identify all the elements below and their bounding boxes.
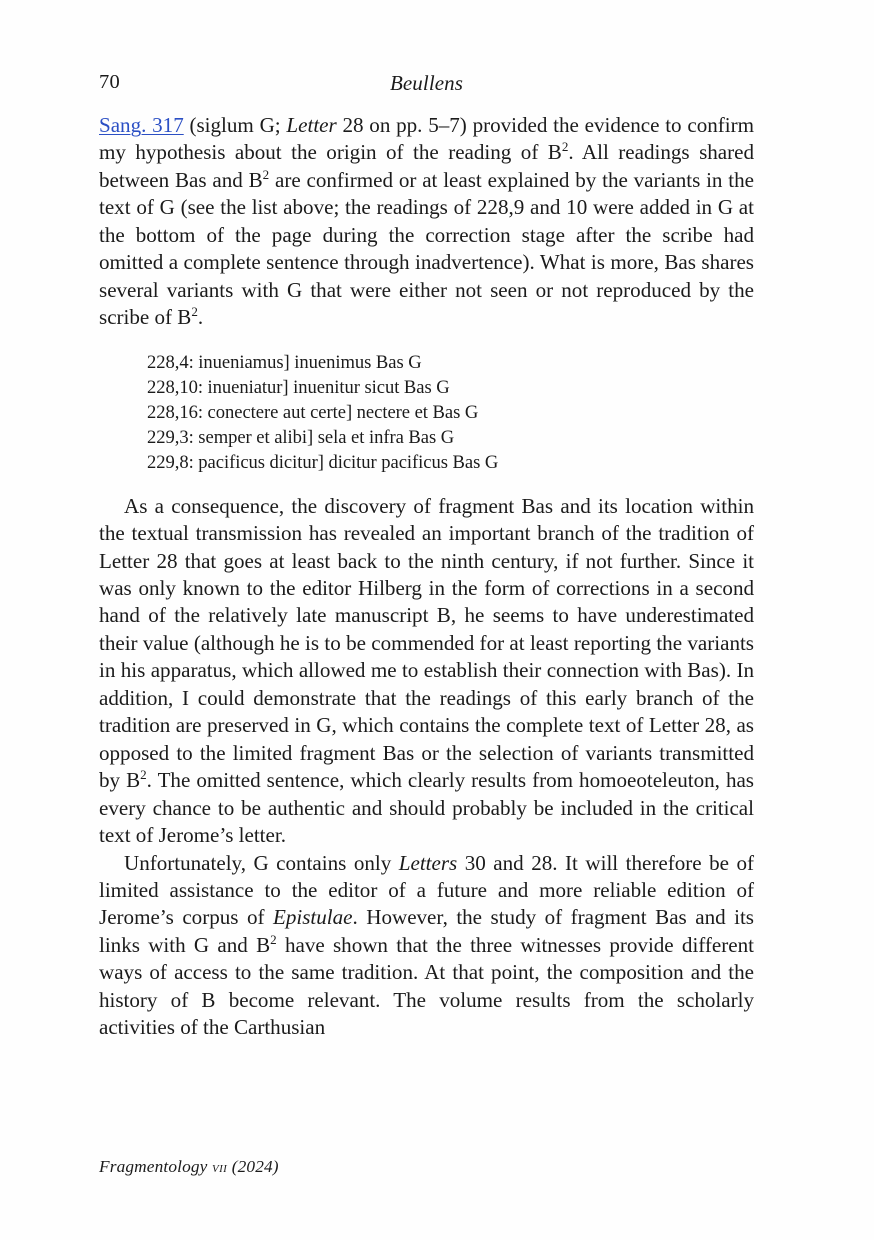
p2-segment-b: . The omitted sentence, which clearly results from homoeoteleuton, has every chance to be authentic and should probably be included in the critical text of Jerome’s letter. [99, 768, 754, 848]
p1-segment-d: are confirmed or at least explained by the variants in the text of G (see the list above; the readings of 228,9 and 10 were added in G at the bottom of the page during the correction stage after the scribe had omitted a complete sentence through inadvertence). What is more, Bas shares several variants with G that were either not seen or not reproduced by the scribe of B [99, 167, 754, 330]
list-item: 228,16: conectere aut certe] nectere et Bas G [147, 402, 479, 424]
paragraph-1 [99, 112, 754, 332]
p1-segment-c: . All readings shared between Bas and B [99, 140, 754, 192]
list-item: 228,4: inueniamus] inuenimus Bas G [147, 351, 422, 373]
p1-segment-a: (siglum G; [183, 113, 287, 137]
p3-italic-letters: Letters [398, 850, 458, 875]
list-item: 229,3: semper et alibi] sela et infra Bas G [147, 427, 455, 449]
paragraph-3 [99, 850, 754, 1042]
variant-readings-list [147, 350, 754, 476]
p1-superscript-a: 2 [561, 139, 569, 155]
p1-italic-letter: Letter [286, 113, 337, 137]
list-item: 229,8: pacificus dicitur] dicitur pacificus Bas G [147, 452, 499, 474]
p3-segment-d: have shown that the three witnesses provide different ways of access to the same tradition. At that point, the composition and the history of B become relevant. The volume results from the scholarly activities of the Carthusian [99, 932, 754, 1040]
footer-volume: vii [211, 1159, 228, 1176]
p1-superscript-c: 2 [191, 304, 198, 320]
running-head [99, 71, 754, 97]
footer-year: (2024) [231, 1157, 279, 1176]
p3-superscript-a: 2 [270, 931, 277, 947]
manuscript-link-sang-317[interactable]: Sang. 317 [99, 113, 184, 137]
p3-italic-epistulae: Epistulae [272, 905, 353, 930]
p3-segment-a: Unfortunately, G contains only [124, 850, 399, 875]
p3-segment-c: . However, the study of fragment Bas and its links with G and B [99, 905, 754, 957]
list-item: 228,10: inueniatur] inuenitur sicut Bas G [147, 376, 450, 398]
p2-superscript-a: 2 [140, 767, 147, 783]
running-title: Beullens [389, 71, 464, 95]
text-column [99, 112, 754, 1042]
p2-segment-a: As a consequence, the discovery of fragment Bas and its location within the textual transmission has revealed an important branch of the tradition of Letter 28 that goes at least back to the ninth century, if not further. Since it was only known to the editor Hilberg in the form of corrections in a second hand of the relatively late manuscript B, he seems to have underestimated their value (although he is to be commended for at least reporting the variants in his apparatus, which allowed me to establish their connection with Bas). In addition, I could demonstrate that the readings of this early branch of the tradition are preserved in G, which contains the complete text of Letter 28, as opposed to the limited fragment Bas or the selection of variants transmitted by B [99, 493, 754, 793]
p3-segment-b: 30 and 28. It will therefore be of limited assistance to the editor of a future and more reliable edition of Jerome’s corpus of [99, 850, 754, 930]
footer-citation [99, 1157, 279, 1177]
footer-journal-name: Fragmentology [99, 1157, 208, 1176]
p1-segment-b: 28 on pp. 5–7) provided the evidence to confirm my hypothesis about the origin of the reading of B [99, 113, 754, 165]
page-number: 70 [99, 71, 120, 93]
p1-segment-e: . [197, 305, 204, 330]
p1-superscript-b: 2 [262, 166, 270, 182]
paragraph-2 [99, 493, 754, 850]
